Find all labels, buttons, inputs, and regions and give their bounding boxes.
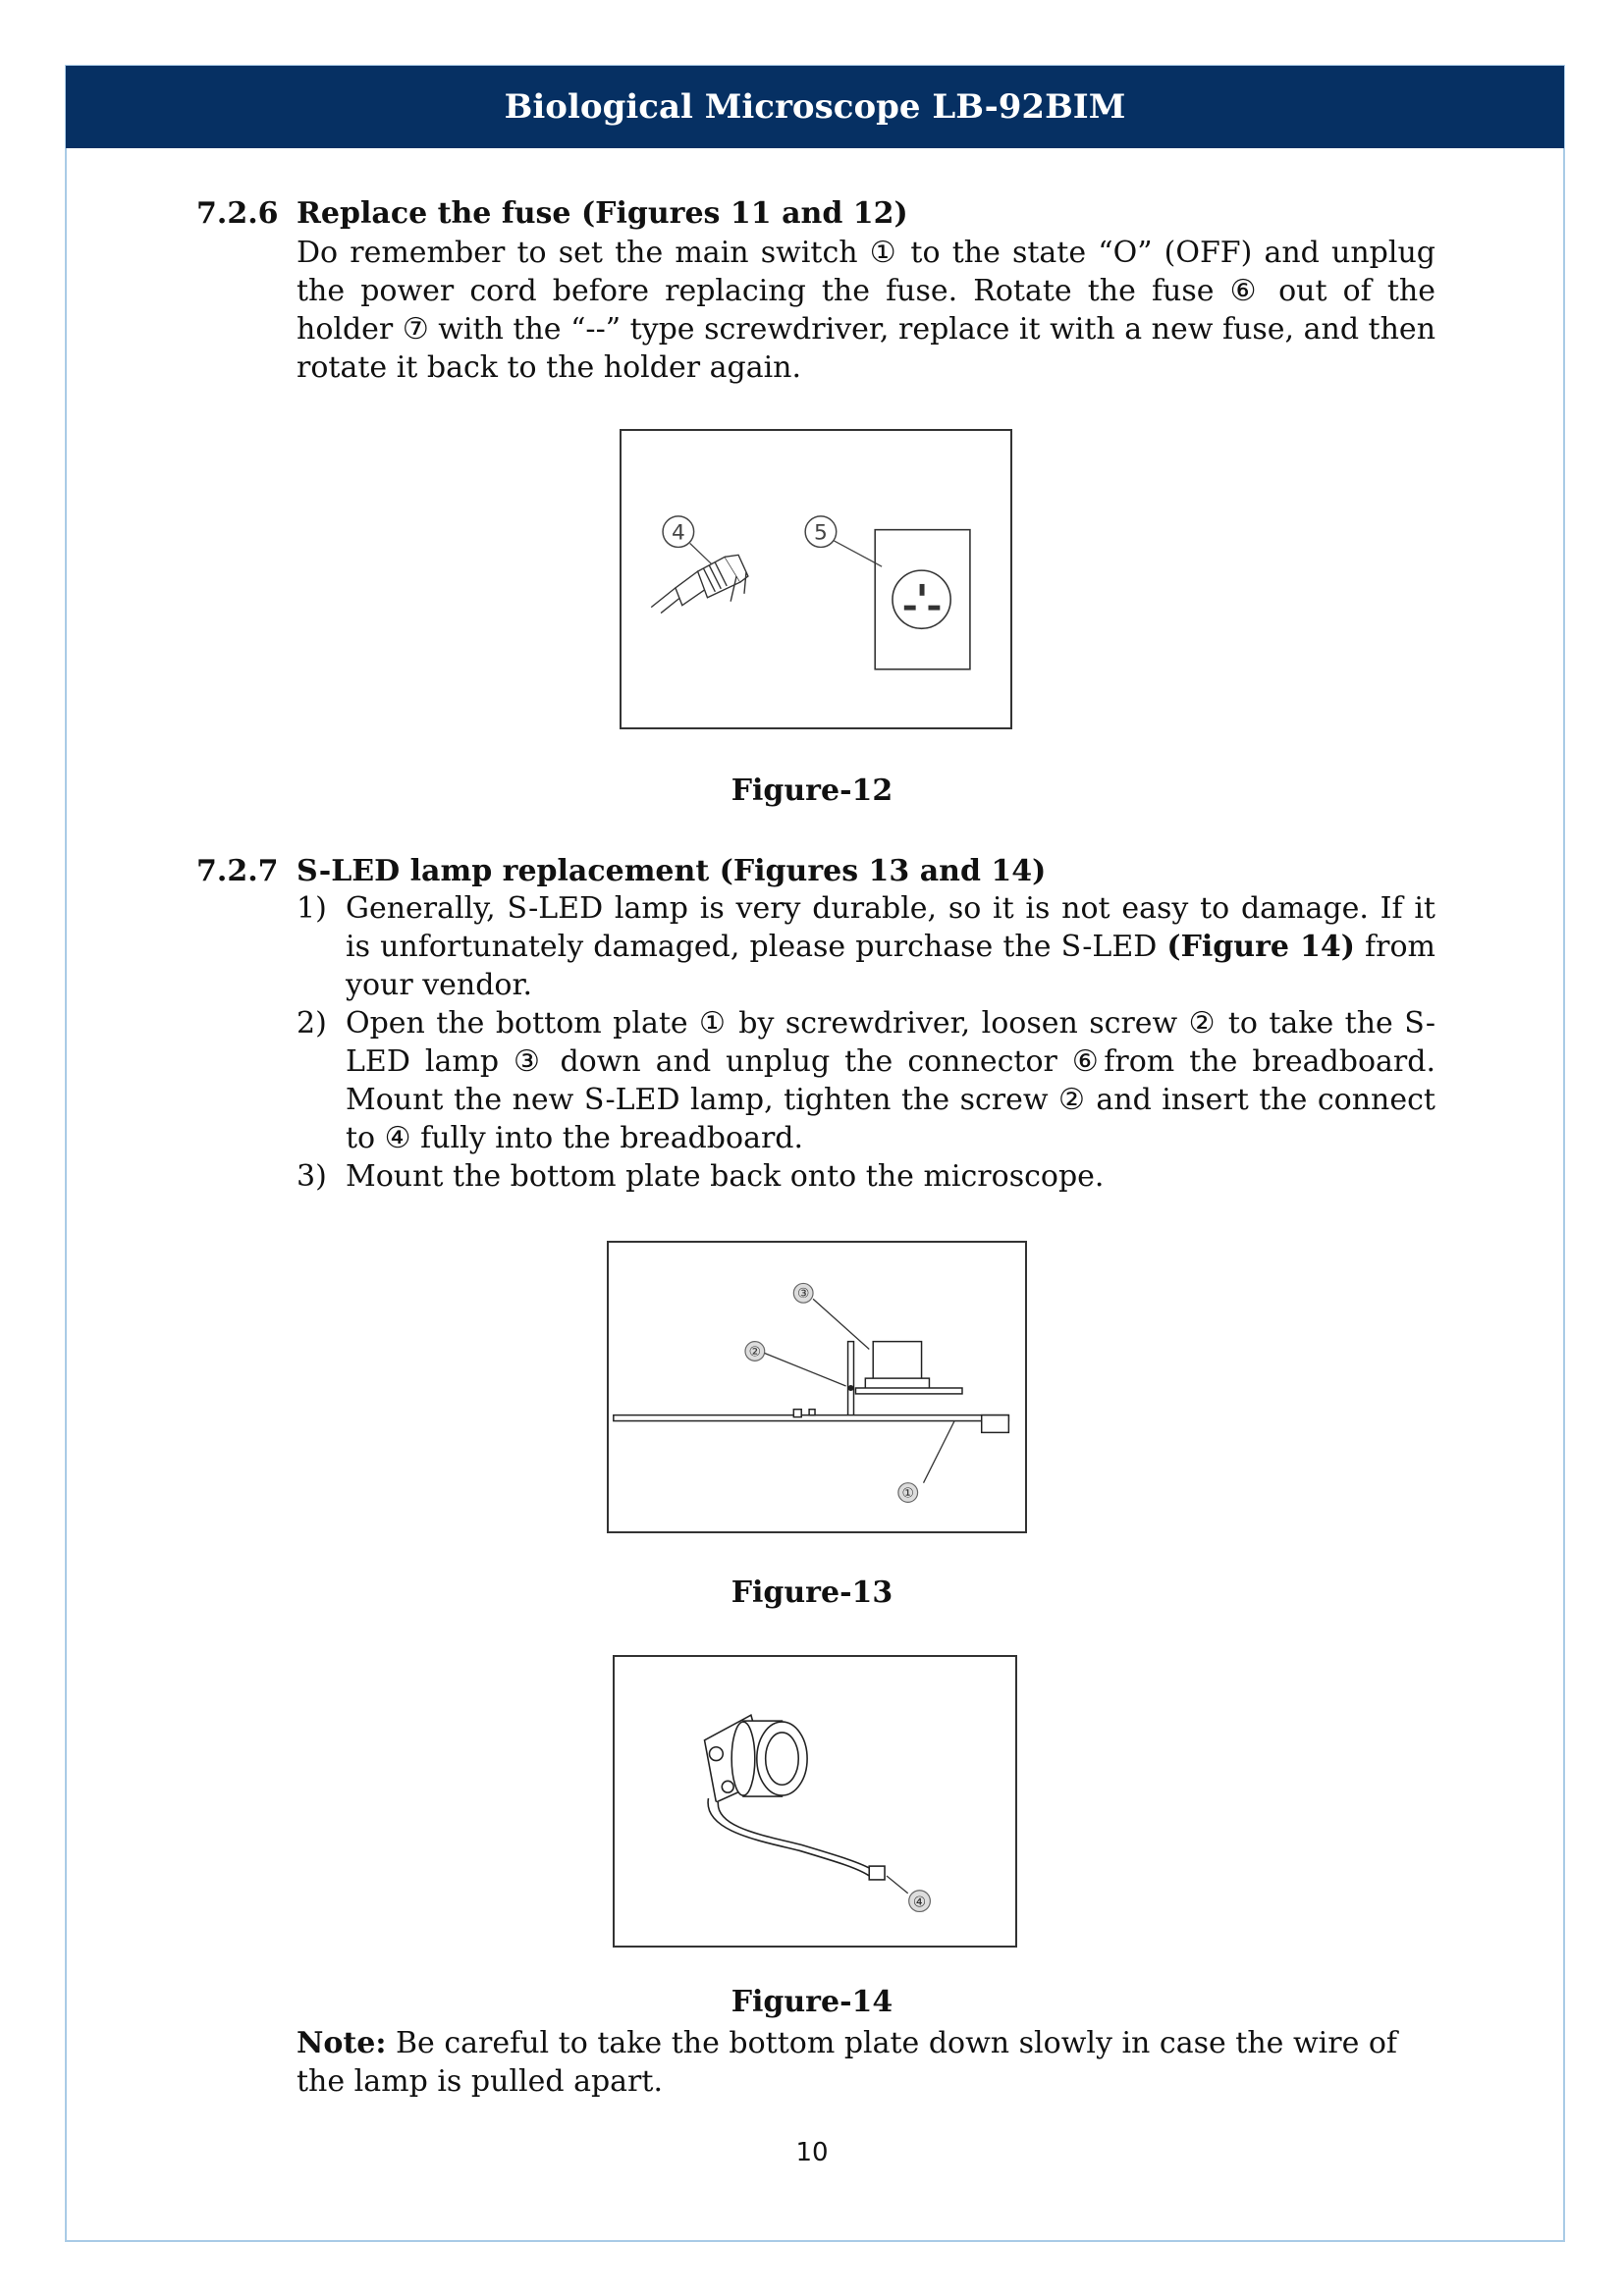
figure-13-caption: Figure-13 bbox=[731, 1575, 893, 1610]
list-item-text: Generally, S-LED lamp is very durable, so it is not easy to damage. If it is unfortunately damaged, please purchase the S-LED bbox=[346, 891, 1435, 964]
section-number: 7.2.6 bbox=[196, 196, 279, 231]
note-label: Note: bbox=[297, 2026, 387, 2060]
list-item-text-end: from your vendor. bbox=[346, 930, 1436, 1002]
plug-and-socket-illustration bbox=[622, 431, 1010, 727]
section-number: 7.2.7 bbox=[196, 854, 279, 888]
s-led-lamp-illustration bbox=[615, 1657, 1015, 1946]
callout-4: ④ bbox=[912, 1894, 927, 1911]
callout-5: 5 bbox=[814, 520, 828, 546]
section-heading-7-2-6 bbox=[196, 196, 908, 231]
list-item bbox=[297, 1157, 1435, 1196]
bottom-plate-cross-section-illustration bbox=[609, 1243, 1025, 1531]
figure-reference: (Figure 14) bbox=[1166, 930, 1355, 964]
callout-1: ① bbox=[901, 1485, 914, 1502]
list-item-text: Mount the bottom plate back onto the microscope. bbox=[346, 1159, 1105, 1194]
figure-14-image bbox=[613, 1655, 1017, 1948]
list-item bbox=[297, 889, 1435, 1004]
figure-12-image bbox=[620, 429, 1012, 729]
instruction-list bbox=[297, 889, 1435, 1196]
note-paragraph bbox=[297, 2024, 1435, 2101]
figure-13-image bbox=[607, 1241, 1027, 1533]
section-paragraph: Do remember to set the main switch ① to the state “O” (OFF) and unplug the power cord before replacing the fuse. Rotate the fuse ⑥ out of the holder ⑦ with the “--” type screwdriver, replace it with a new fuse, and then rotate it back to the holder again. bbox=[297, 236, 1436, 385]
list-item-text: Open the bottom plate ① by screwdriver, loosen screw ② to take the S-LED lamp ③ down and unplug the connector ⑥from the breadboard. Mount the new S-LED lamp, tighten the screw ② and insert the connect to ④ fully into the breadboard. bbox=[346, 1006, 1435, 1155]
figure-14-caption: Figure-14 bbox=[731, 1985, 893, 2019]
callout-2: ② bbox=[748, 1344, 762, 1361]
list-item-number: 2) bbox=[297, 1006, 327, 1041]
section-title: S-LED lamp replacement (Figures 13 and 14) bbox=[297, 854, 1047, 888]
list-item-number: 3) bbox=[297, 1159, 327, 1194]
page-number: 10 bbox=[795, 2138, 829, 2167]
note-text: Be careful to take the bottom plate down slowly in case the wire of the lamp is pulled apart. bbox=[297, 2026, 1398, 2099]
section-title: Replace the fuse (Figures 11 and 12) bbox=[297, 196, 908, 231]
callout-4: 4 bbox=[671, 520, 685, 546]
section-heading-7-2-7 bbox=[196, 854, 1046, 888]
document-header bbox=[66, 66, 1564, 148]
document-title: Biological Microscope LB-92BIM bbox=[504, 87, 1126, 127]
figure-12-caption: Figure-12 bbox=[731, 774, 893, 808]
list-item bbox=[297, 1004, 1435, 1157]
callout-3: ③ bbox=[797, 1286, 810, 1303]
list-item-number: 1) bbox=[297, 891, 327, 926]
